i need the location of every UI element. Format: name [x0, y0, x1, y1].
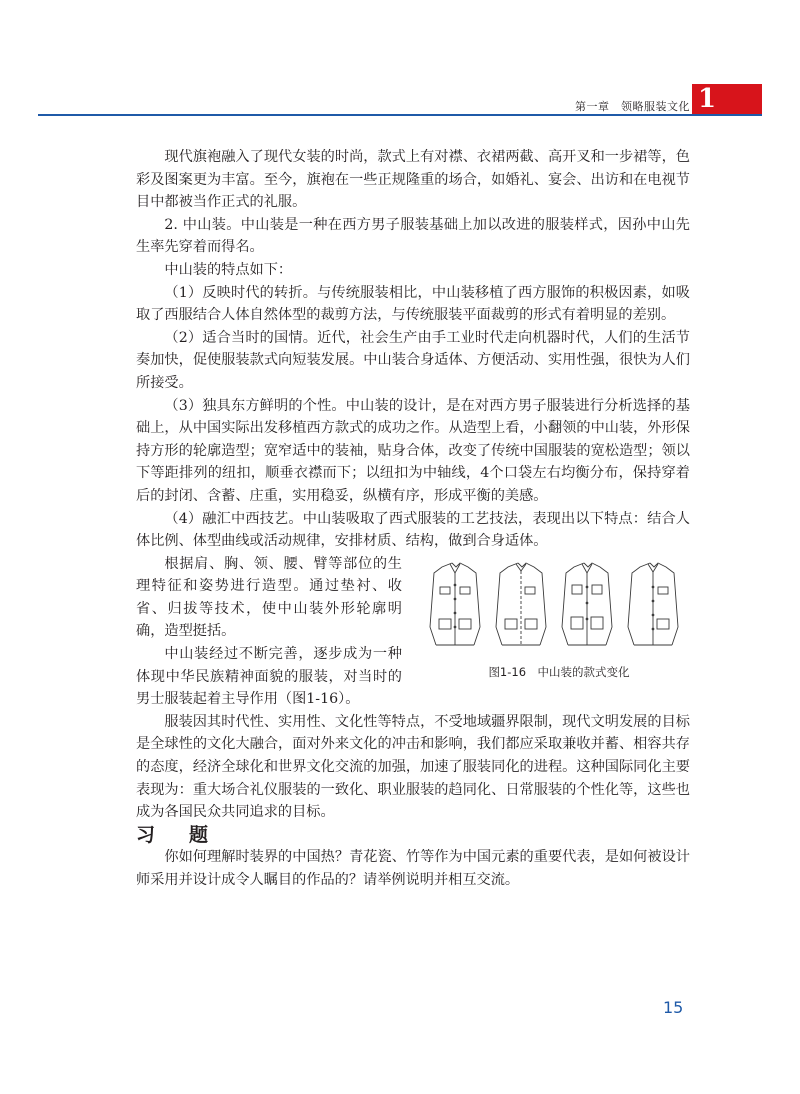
wrap-text [136, 553, 402, 711]
zhongshan-suit-illustration [428, 557, 690, 649]
paragraph: 服装因其时代性、实用性、文化性等特点，不受地域疆界限制，现代文明发展的目标是全球性的文化大融合，面对外来文化的冲击和影响，我们都应采取兼收并蓄、相容共存的态度，经济全球化和世界文化交流的加强，加速了服装同化的进程。这种国际同化主要表现为：重大场合礼仪服装的一致化、职业服装的趋同化、日常服装的个性化等，这些也成为各国民众共同追求的目标。 [136, 713, 690, 821]
paragraph: 2. 中山装。中山装是一种在西方男子服装基础上加以改进的服装样式，因孙中山先生率先穿着而得名。 [136, 216, 690, 256]
suit-sketch-4 [628, 563, 678, 645]
paragraph: 中山装经过不断完善，逐步成为一种体现中华民族精神面貌的服装，对当时的男士服装起着主导作用（图1-16）。 [136, 646, 402, 708]
figure-caption: 图1-16 中山装的款式变化 [488, 664, 630, 679]
running-header: 第一章 领略服装文化 [575, 100, 690, 113]
paragraph: （4）融汇中西技艺。中山装吸取了西式服装的工艺技法，表现出以下特点：结合人体比例、体型曲线或活动规律，安排材质、结构，做到合身适体。 [136, 510, 690, 550]
exercise-question: 你如何理解时装界的中国热？青花瓷、竹等作为中国元素的重要代表，是如何被设计师采用并设计成令人瞩目的作品的？请举例说明并相互交流。 [136, 849, 690, 888]
suit-sketch-3 [562, 563, 612, 645]
paragraph: （2）适合当时的国情。近代，社会生产由手工业时代走向机器时代，人们的生活节奏加快，促使服装款式向短装发展。中山装合身适体、方便活动、实用性强，很快为人们所接受。 [136, 329, 690, 391]
paragraph: 现代旗袍融入了现代女装的时尚，款式上有对襟、衣裙两截、高开叉和一步裙等，色彩及图案更为丰富。至今，旗袍在一些正规隆重的场合，如婚礼、宴会、出访和在电视节目中都被当作正式的礼服。 [136, 149, 690, 211]
suit-sketch-1 [430, 563, 480, 645]
text-figure-wrap [136, 553, 690, 711]
page-number: 15 [663, 998, 684, 1017]
header-rule [38, 114, 762, 116]
page-body [136, 146, 690, 892]
chapter-number-badge: 1 [692, 84, 762, 114]
figure-1-16 [428, 553, 690, 711]
paragraph: 中山装的特点如下： [164, 261, 293, 278]
suit-sketch-2 [496, 563, 546, 645]
paragraph: （3）独具东方鲜明的个性。中山装的设计，是在对西方男子服装进行分析选择的基础上，从中国实际出发移植西方款式的成功之作。从造型上看，小翻领的中山装，外形保持方形的轮廓造型；宽窄适中的装袖，贴身合体，改变了传统中国服装的宽松造型；领以下等距排列的纽扣，顺垂衣襟而下；以纽扣为中轴线，4个口袋左右均衡分布，保持穿着后的封闭、含蓄、庄重，实用稳妥，纵横有序，形成平衡的美感。 [136, 397, 690, 504]
exercise-heading: 习题 [136, 823, 243, 846]
paragraph: 根据肩、胸、领、腰、臂等部位的生理特征和姿势进行造型。通过垫衬、收省、归拔等技术，使中山装外形轮廓明确，造型挺括。 [136, 555, 402, 640]
paragraph: （1）反映时代的转折。与传统服装相比，中山装移植了西方服饰的积极因素，如吸取了西服结合人体自然体型的裁剪方法，与传统服装平面裁剪的形式有着明显的差别。 [136, 284, 690, 324]
